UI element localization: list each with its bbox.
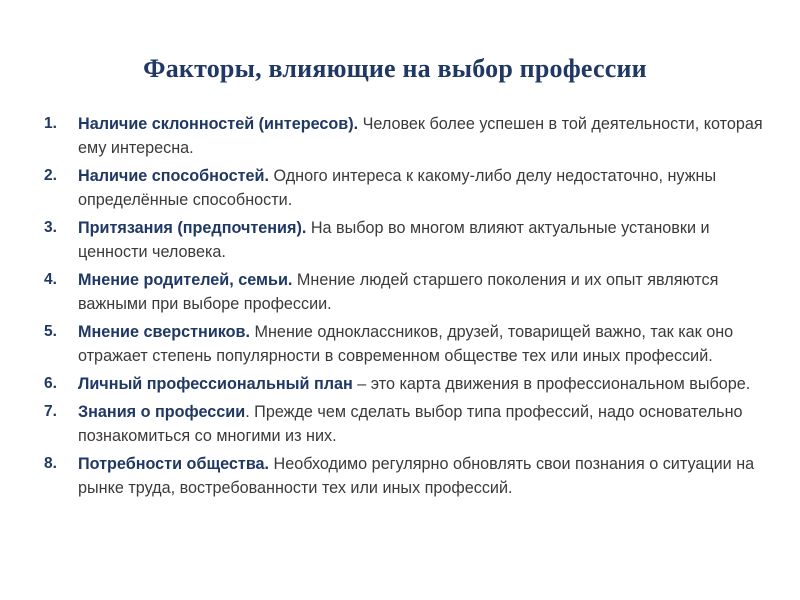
item-lead: Притязания (предпочтения).	[78, 219, 307, 237]
item-text: Мнение одноклассников, друзей, товарищей важно, так как оно отражает степень популярности в современном обществе тех или иных профессий.	[78, 323, 734, 365]
slide-title: Факторы, влияющие на выбор профессии	[143, 54, 647, 83]
item-number: 5.	[44, 323, 57, 340]
list-item	[0, 372, 800, 396]
item-number: 7.	[44, 403, 57, 420]
list-item	[0, 216, 800, 264]
list-item	[0, 320, 800, 368]
list-item	[0, 268, 800, 316]
item-number: 6.	[44, 375, 57, 392]
item-text: Одного интереса к какому-либо делу недостаточно, нужны определённые способности.	[78, 167, 717, 209]
list-item	[0, 112, 800, 160]
item-lead: Наличие способностей.	[78, 167, 269, 185]
item-text: Человек более успешен в той деятельности, которая ему интересна.	[78, 115, 763, 157]
factors-list	[0, 112, 800, 504]
item-text: Мнение людей старшего поколения и их опыт являются важными при выборе профессии.	[78, 271, 719, 313]
item-text: На выбор во многом влияют актуальные установки и ценности человека.	[78, 219, 710, 261]
item-text: – это карта движения в профессиональном выборе.	[352, 375, 751, 393]
item-text: Необходимо регулярно обновлять свои познания о ситуации на рынке труда, востребованности тех или иных профессий.	[78, 455, 755, 497]
list-item	[0, 452, 800, 500]
item-text: . Прежде чем сделать выбор типа профессий, надо основательно познакомиться со многими из них.	[78, 403, 743, 445]
item-lead: Наличие склонностей (интересов).	[78, 115, 359, 133]
item-number: 4.	[44, 271, 57, 288]
item-number: 1.	[44, 115, 57, 132]
item-lead: Потребности общества.	[78, 455, 270, 473]
item-lead: Личный профессиональный план	[78, 375, 353, 393]
item-number: 2.	[44, 167, 57, 184]
item-lead: Мнение родителей, семьи.	[78, 271, 293, 289]
item-number: 8.	[44, 455, 57, 472]
list-item	[0, 164, 800, 212]
list-item	[0, 400, 800, 448]
item-lead: Знания о профессии	[78, 403, 246, 421]
item-lead: Мнение сверстников.	[78, 323, 251, 341]
item-number: 3.	[44, 219, 57, 236]
